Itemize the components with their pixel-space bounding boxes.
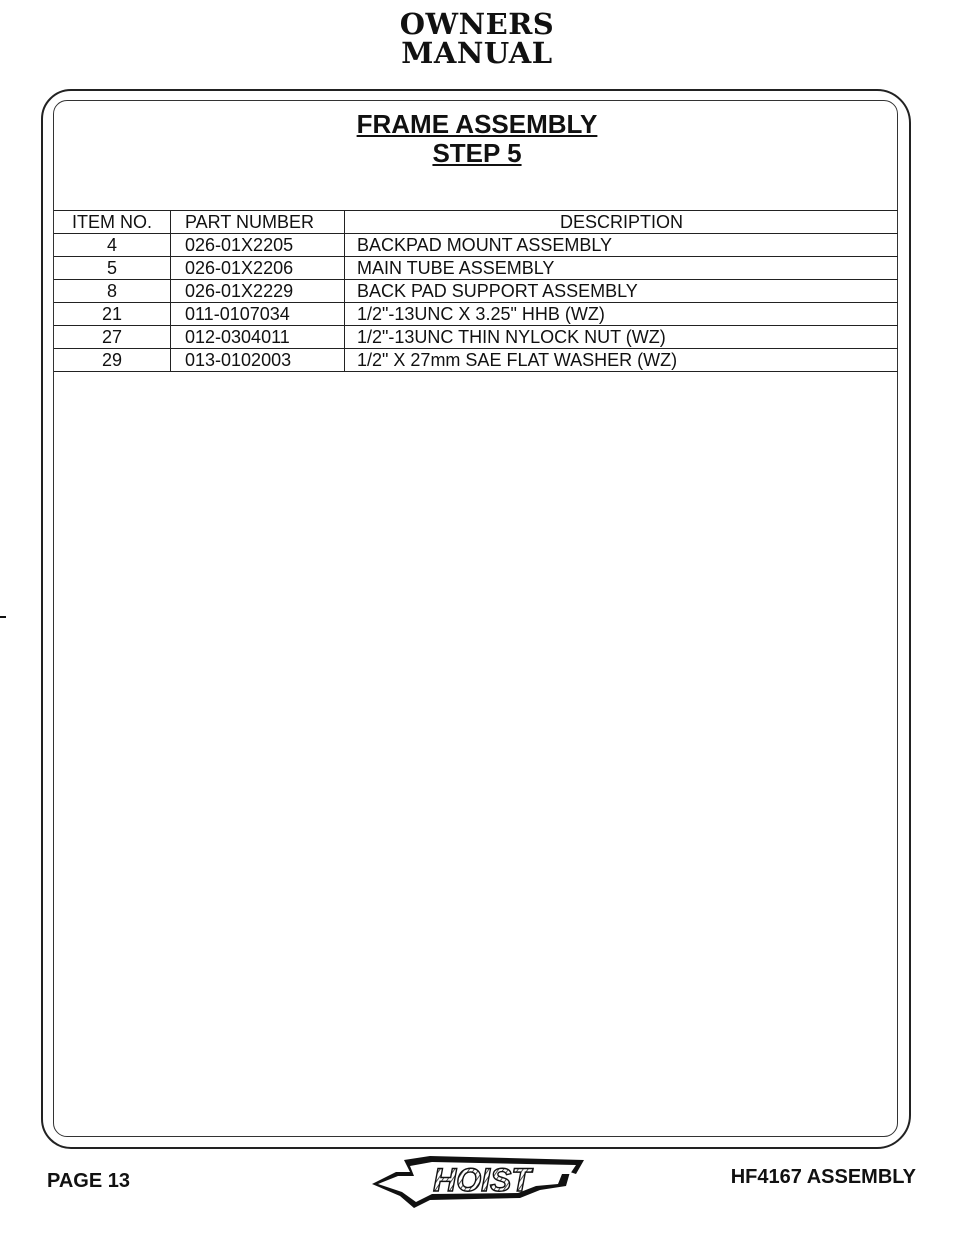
table-row — [54, 257, 898, 280]
margin-mark — [0, 616, 6, 618]
manual-title-line1: OWNERS — [399, 7, 555, 41]
section-step: STEP 5 — [432, 138, 522, 168]
description-cell: 1/2"-13UNC THIN NYLOCK NUT (WZ) — [345, 326, 899, 349]
manual-title-line2: MANUAL — [401, 36, 553, 70]
hoist-logo-icon — [370, 1150, 590, 1212]
column-header-part-number: PART NUMBER — [171, 211, 345, 234]
description-cell: MAIN TUBE ASSEMBLY — [345, 257, 899, 280]
item-no-cell: 4 — [54, 234, 171, 257]
page-number: PAGE 13 — [47, 1170, 130, 1192]
table-row — [54, 234, 898, 257]
table-row — [54, 303, 898, 326]
section-title: FRAME ASSEMBLY — [356, 109, 598, 139]
part-number-cell: 026-01X2206 — [171, 257, 345, 280]
parts-table — [54, 210, 898, 372]
item-no-cell: 27 — [54, 326, 171, 349]
part-number-cell: 011-0107034 — [171, 303, 345, 326]
hoist-logo-text: HOIST — [433, 1162, 531, 1198]
description-cell: BACKPAD MOUNT ASSEMBLY — [345, 234, 899, 257]
table-row — [54, 349, 898, 372]
model-assembly-label: HF4167 ASSEMBLY — [730, 1166, 916, 1188]
item-no-cell: 5 — [54, 257, 171, 280]
part-number-cell: 013-0102003 — [171, 349, 345, 372]
description-cell: BACK PAD SUPPORT ASSEMBLY — [345, 280, 899, 303]
table-row — [54, 280, 898, 303]
item-no-cell: 8 — [54, 280, 171, 303]
column-header-description: DESCRIPTION — [345, 211, 899, 234]
column-header-item-no: ITEM NO. — [54, 211, 171, 234]
part-number-cell: 026-01X2205 — [171, 234, 345, 257]
part-number-cell: 026-01X2229 — [171, 280, 345, 303]
table-row — [54, 326, 898, 349]
item-no-cell: 29 — [54, 349, 171, 372]
table-header-row — [54, 211, 898, 234]
description-cell: 1/2" X 27mm SAE FLAT WASHER (WZ) — [345, 349, 899, 372]
item-no-cell: 21 — [54, 303, 171, 326]
manual-title — [0, 7, 954, 70]
part-number-cell: 012-0304011 — [171, 326, 345, 349]
description-cell: 1/2"-13UNC X 3.25" HHB (WZ) — [345, 303, 899, 326]
